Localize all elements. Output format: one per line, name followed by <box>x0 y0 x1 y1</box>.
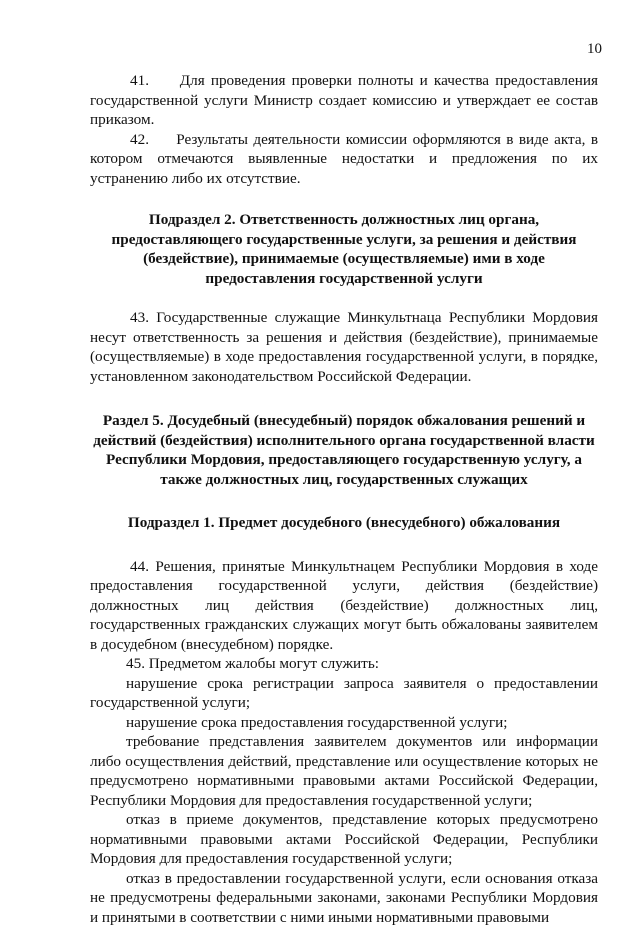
paragraph-41: 41. Для проведения проверки полноты и качества предоставления государственной услуги Министр создает комиссию и утверждает ее состав приказом. <box>90 71 598 130</box>
subsection-2-heading: Подраздел 2. Ответственность должностных лиц органа, предоставляющего государственные услуги, за решения и действия (бездействие), принимаемые (осуществляемые) ими в ходе предоставления государственной услуги <box>90 210 598 288</box>
paragraph-44: 44. Решения, принятые Минкультнацем Республики Мордовия в ходе предоставления государственной услуги, действия (бездействие) должностных лиц действия (бездействие) должностных лиц, государственных гражданских служащих могут быть обжалованы заявителем в досудебном (внесудебном) порядке. <box>90 557 598 655</box>
document-body <box>90 71 598 927</box>
list-item: нарушение срока регистрации запроса заявителя о предоставлении государственной услуги; <box>90 674 598 713</box>
list-item: требование представления заявителем документов или информации либо осуществления действий, представление или осуществление которых не предусмотрено нормативными правовыми актами Российской Федерации, Республики Мордовия для предоставления государственной услуги; <box>90 732 598 810</box>
paragraph-42: 42. Результаты деятельности комиссии оформляются в виде акта, в котором отмечаются выявленные недостатки и предложения по их устранению либо их отсутствие. <box>90 130 598 189</box>
list-item: нарушение срока предоставления государственной услуги; <box>90 713 598 733</box>
subsection-1-heading: Подраздел 1. Предмет досудебного (внесудебного) обжалования <box>90 513 598 533</box>
paragraph-43: 43. Государственные служащие Минкультнаца Республики Мордовия несут ответственность за решения и действия (бездействие), принимаемые (осуществляемые) в ходе предоставления государственной услуги, в порядке, установленном законодательством Российской Федерации. <box>90 308 598 386</box>
list-item: отказ в предоставлении государственной услуги, если основания отказа не предусмотрены федеральными законами, законами Республики Мордовия и принятыми в соответствии с ними иными нормативными правовыми <box>90 869 598 927</box>
page-number: 10 <box>587 40 602 60</box>
paragraph-45: 45. Предметом жалобы могут служить: <box>90 654 598 674</box>
section-5-heading: Раздел 5. Досудебный (внесудебный) порядок обжалования решений и действий (бездействия) исполнительного органа государственной власти Республики Мордовия, предоставляющего государственную услугу, а также должностных лиц, государственных служащих <box>90 411 598 489</box>
list-item: отказ в приеме документов, представление которых предусмотрено нормативными правовыми актами Российской Федерации, Республики Мордовия для предоставления государственной услуги; <box>90 810 598 869</box>
